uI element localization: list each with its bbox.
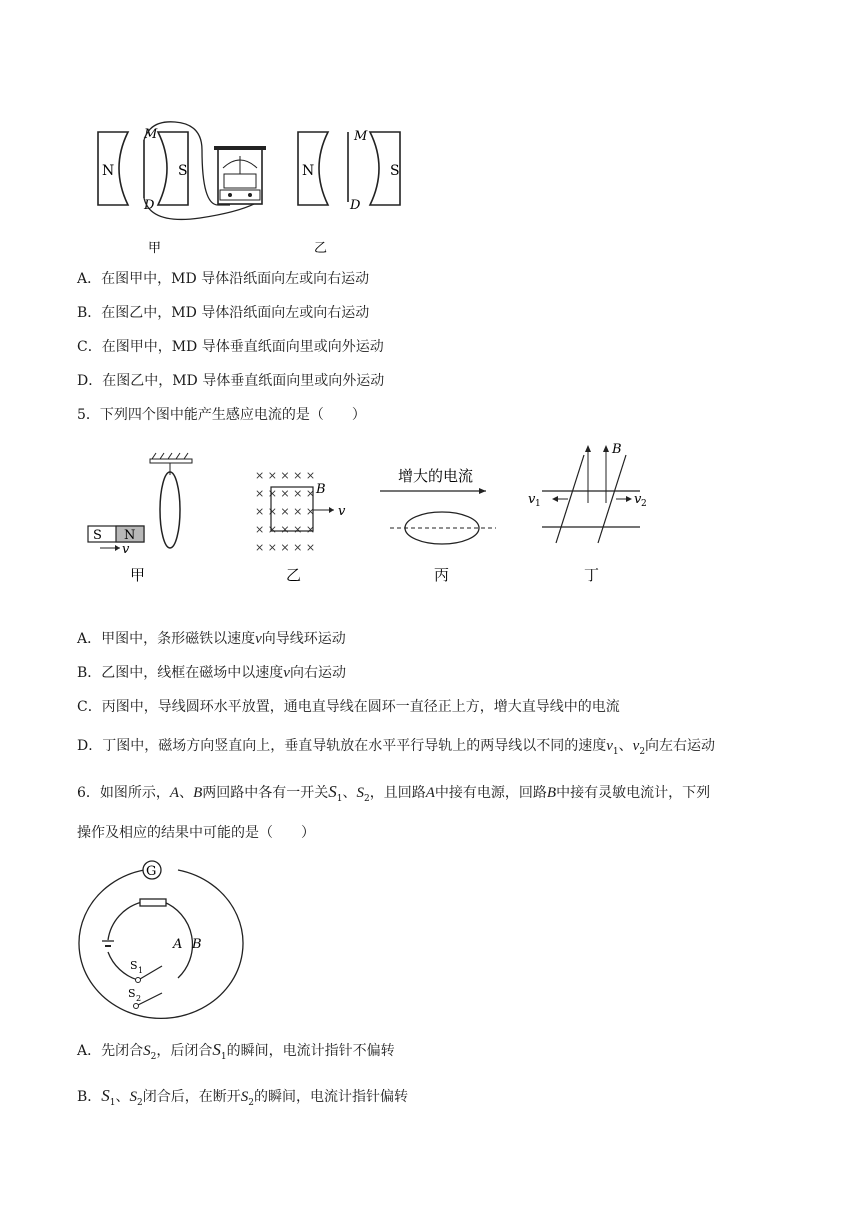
- galvanometer-icon: [214, 146, 266, 204]
- q5-option-d: D．丁图中，磁场方向竖直向上，垂直导轨放在水平平行导轨上的两导线以不同的速度$v_1$、$v_2$向左右运动: [77, 738, 716, 757]
- loop-b: [79, 870, 243, 1018]
- resistor-icon: [140, 899, 166, 906]
- q4-option-d: D．在图乙中，MD 导体垂直纸面向里或向外运动: [77, 373, 385, 389]
- q6-option-b: B．$S_1$、$S_2$闭合后，在断开$S_2$的瞬间，电流计指针偏转: [77, 1086, 408, 1108]
- q5-fig-yi: [255, 469, 346, 584]
- svg-text:增大的电流: 增大的电流: [398, 467, 474, 485]
- fig4-caption-left: 甲: [148, 241, 162, 256]
- svg-text:× × × × ×: × × × × ×: [255, 487, 316, 500]
- q5-caption-bing: 丙: [434, 566, 450, 584]
- svg-text:B: B: [192, 937, 202, 952]
- svg-text:v: v: [528, 492, 536, 507]
- q4-figure: [90, 110, 430, 260]
- q5-option-c: C．丙图中，导线圆环水平放置，通电直导线在圆环一直径正上方，增大直导线中的电流: [77, 699, 620, 715]
- svg-text:v: v: [122, 542, 130, 557]
- magnet-s-right-label: S: [390, 163, 400, 179]
- magnet-s-label: S: [178, 163, 188, 179]
- q5-option-b: B．乙图中，线框在磁场中以速度v向右运动: [77, 665, 346, 681]
- q5-figures: [80, 435, 680, 595]
- label-m-left: M: [144, 127, 158, 142]
- q6-option-a: A．先闭合$S_2$，后闭合$S_1$的瞬间，电流计指针不偏转: [77, 1040, 395, 1062]
- svg-text:× × × × ×: × × × × ×: [255, 523, 316, 536]
- q5-stem: 5．下列四个图中能产生感应电流的是（ ）: [77, 407, 366, 423]
- svg-text:2: 2: [136, 994, 142, 1003]
- q4-option-c: C．在图甲中，MD 导体垂直纸面向里或向外运动: [77, 339, 384, 355]
- q5-fig-jia: [88, 453, 192, 584]
- q5-fig-bing: [380, 467, 496, 584]
- svg-text:B: B: [316, 482, 326, 497]
- fig4-caption-right: 乙: [314, 241, 328, 256]
- svg-text:1: 1: [535, 499, 541, 509]
- q5-caption-yi: 乙: [286, 566, 302, 584]
- svg-text:N: N: [124, 528, 136, 543]
- q4-option-a: A．在图甲中，MD 导体沿纸面向左或向右运动: [77, 271, 370, 287]
- svg-text:S: S: [130, 959, 138, 972]
- svg-text:G: G: [146, 864, 157, 879]
- svg-text:× × × × ×: × × × × ×: [255, 505, 316, 518]
- q5-fig-ding: [528, 442, 647, 584]
- svg-text:v: v: [338, 504, 346, 519]
- svg-text:B: B: [612, 442, 622, 457]
- q6-figure: [78, 856, 248, 1026]
- svg-text:v: v: [634, 492, 642, 507]
- svg-text:A: A: [173, 937, 183, 952]
- q5-caption-jia: 甲: [130, 566, 146, 584]
- q4-option-b: B．在图乙中，MD 导体沿纸面向左或向右运动: [77, 305, 370, 321]
- label-d-left: D: [144, 198, 155, 213]
- q6-stem-line1: 6．如图所示，A、B两回路中各有一开关$S_1$、$S_2$，且回路A中接有电源，回路B中接有灵敏电流计，下列: [77, 782, 711, 804]
- label-d-right: D: [350, 198, 361, 213]
- label-m-right: M: [354, 129, 368, 144]
- magnet-n-right-label: N: [302, 163, 315, 179]
- svg-text:1: 1: [138, 966, 144, 975]
- q5-option-a: A．甲图中，条形磁铁以速度v向导线环运动: [77, 631, 346, 647]
- q6-stem-line2: 操作及相应的结果中可能的是（ ）: [77, 825, 315, 841]
- svg-text:× × × × ×: × × × × ×: [255, 469, 316, 482]
- svg-text:S: S: [128, 987, 136, 1000]
- q5-caption-ding: 丁: [584, 566, 600, 584]
- svg-text:2: 2: [641, 499, 647, 509]
- svg-text:S: S: [93, 528, 102, 543]
- svg-text:× × × × ×: × × × × ×: [255, 541, 316, 554]
- magnet-n-label: N: [102, 163, 115, 179]
